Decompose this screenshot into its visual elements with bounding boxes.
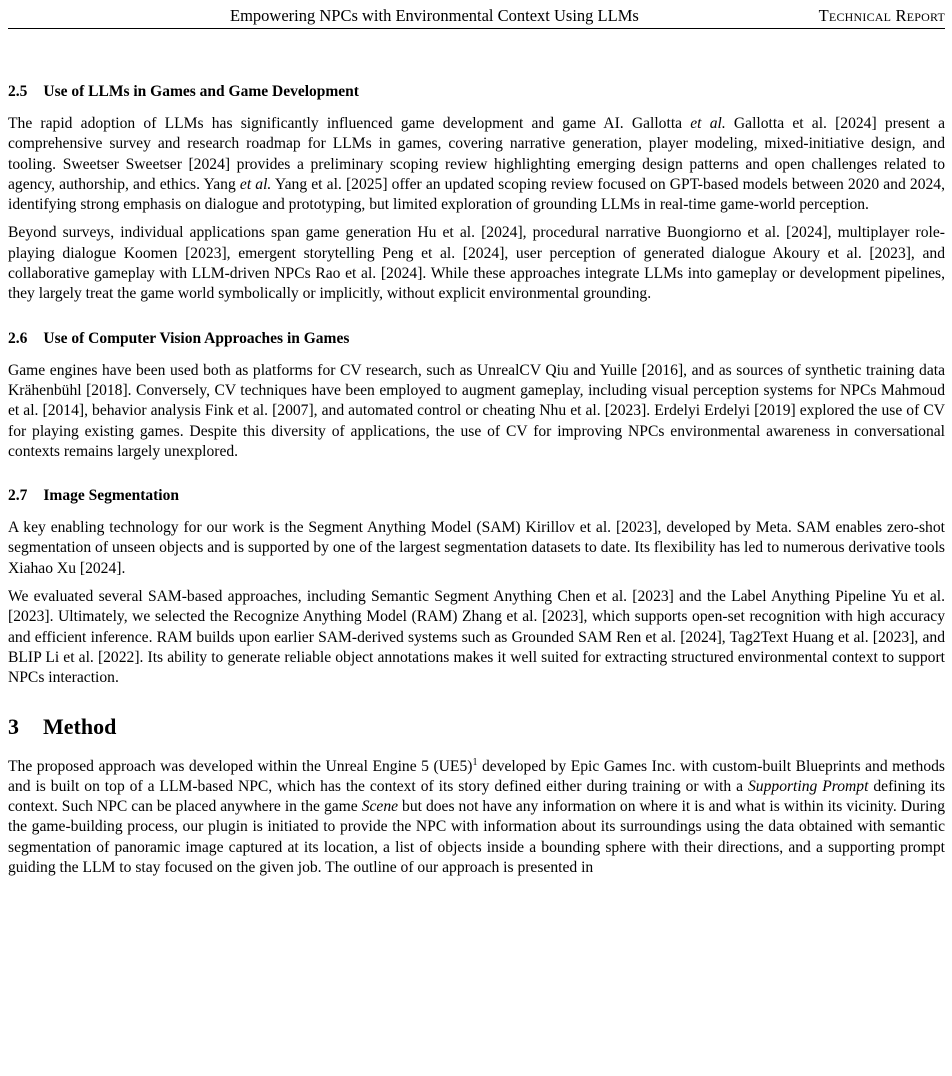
header-rule — [8, 28, 945, 29]
page-body — [8, 82, 945, 878]
paragraph: The rapid adoption of LLMs has significantly influenced game development and game AI. Gallotta et al. Gallotta et al. [2024] present a comprehensive survey and research roadmap for LLMs in games, covering narrative generation, player modeling, mixed-initiative design, and tooling. Sweetser Sweetser [2024] provides a preliminary scoping review highlighting emerging design patterns and open challenges related to agency, authorship, and ethics. Yang et al. Yang et al. [2025] offer an updated scoping review focused on GPT-based models between 2020 and 2024, identifying strong emphasis on dialogue and prototyping, but limited exploration of grounding LLMs in real-time game-world perception. — [8, 115, 945, 214]
section-title: Method — [43, 713, 117, 739]
section-number: 2.7 — [8, 487, 28, 505]
section-heading-2-6 — [8, 329, 945, 349]
section-title: Image Segmentation — [43, 487, 179, 505]
section-number: 2.5 — [8, 83, 28, 100]
paragraph: Game engines have been used both as platforms for CV research, such as UnrealCV Qiu and Yuille [2016], and as sources of synthetic training data Krähenbühl [2018]. Conversely, CV techniques have been employed to augment gameplay, including visual perception systems for NPCs Mahmoud et al. [2014], behavior analysis Fink et al. [2007], and automated control or cheating Nhu et al. [2023]. Erdelyi Erdelyi [2019] explored the use of CV for playing existing games. Despite this diversity of applications, the use of CV for improving NPCs environmental awareness in conversational contexts remains largely unexplored. — [8, 361, 945, 460]
running-head-tag: Technical Report — [818, 6, 945, 25]
section-title: Use of LLMs in Games and Game Development — [43, 83, 359, 100]
section-number: 2.6 — [8, 329, 28, 347]
paragraph: We evaluated several SAM-based approaches, including Semantic Segment Anything Chen et al. [2023] and the Label Anything Pipeline Yu et al. [2023]. Ultimately, we selected the Recognize Anything Model (RAM) Zhang et al. [2023], which supports open-set recognition with high accuracy and efficient inference. RAM builds upon earlier SAM-derived systems such as Grounded SAM Ren et al. [2024], Tag2Text Huang et al. [2023], and BLIP Li et al. [2022]. Its ability to generate reliable object annotations makes it well suited for extracting structured environmental context to support NPCs interaction. — [8, 588, 945, 687]
section-heading-2-5 — [8, 82, 945, 102]
paragraph: A key enabling technology for our work is the Segment Anything Model (SAM) Kirillov et al. [2023], developed by Meta. SAM enables zero-shot segmentation of unseen objects and is supported by one of the largest segmentation datasets to date. Its flexibility has led to numerous derivative tools Xiahao Xu [2024]. — [8, 519, 945, 577]
section-heading-3 — [8, 713, 945, 741]
paragraph: The proposed approach was developed within the Unreal Engine 5 $(UE5)^1$ developed by Epic Games Inc. with custom-built Blueprints and methods and is built on top of a LLM-based NPC, which has the context of its story defined either during training or with a Supporting Prompt defining its context. Such NPC can be placed anywhere in the game Scene but does not have any information on where it is and what is within its vicinity. During the game-building process, our plugin is initiated to provide the NPC with information about its surroundings using the data obtained with semantic segmentation of panoramic image captured at its location, a list of objects inside a bounding sphere with their directions, and a supporting prompt guiding the LLM to stay focused on the given job. The outline of our approach is presented in — [8, 756, 946, 877]
running-head — [8, 5, 945, 27]
section-title: Use of Computer Vision Approaches in Games — [43, 329, 350, 347]
section-number: 3 — [8, 713, 19, 739]
section-heading-2-7 — [8, 486, 945, 506]
running-head-title: Empowering NPCs with Environmental Context Using LLMs — [230, 6, 639, 25]
footnote-marker[interactable]: 1 — [472, 756, 478, 768]
paragraph: Beyond surveys, individual applications span game generation Hu et al. [2024], procedural narrative Buongiorno et al. [2024], multiplayer role-playing dialogue Koomen [2023], emergent storytelling Peng et al. [2024], user perception of generated dialogue Akoury et al. [2023], and collaborative gameplay with LLM-driven NPCs Rao et al. [2024]. While these approaches integrate LLMs into gameplay or development pipelines, they largely treat the game world symbolically or implicitly, without explicit environmental grounding. — [8, 224, 945, 303]
